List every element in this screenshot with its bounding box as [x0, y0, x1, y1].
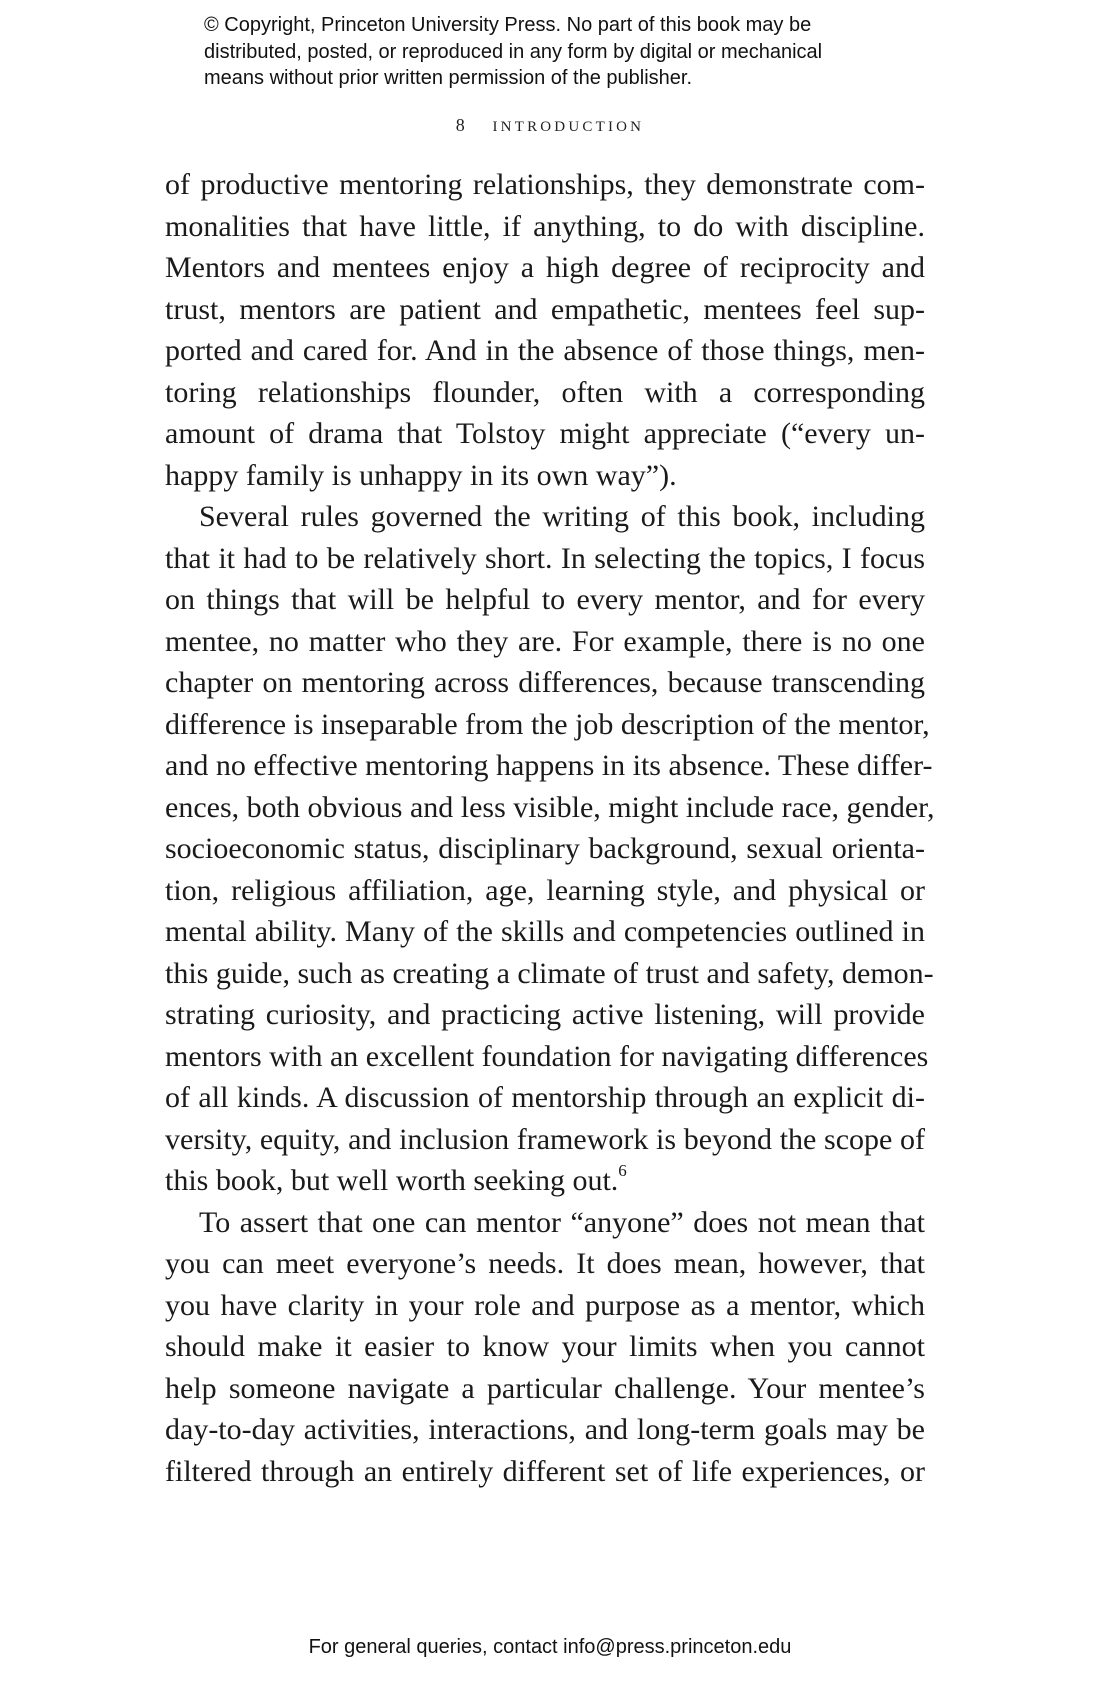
- text-line: mentors with an excellent foundation for navigating differences: [165, 1039, 929, 1073]
- text-line: socioeconomic status, disciplinary background, sexual orienta-: [165, 832, 925, 865]
- copyright-notice: [204, 12, 924, 92]
- text-line: mentee, no matter who they are. For example, there is no one: [165, 624, 925, 658]
- text-line: help someone navigate a particular challenge. Your mentee’s: [165, 1371, 925, 1405]
- copyright-line: means without prior written permission of the publisher.: [204, 67, 693, 89]
- text-line: ported and cared for. And in the absence of those things, men-: [165, 334, 925, 367]
- running-head: [0, 112, 1100, 137]
- body-text: [165, 164, 935, 1492]
- text-line: chapter on mentoring across differences, because transcending: [165, 666, 925, 699]
- text-line: difference is inseparable from the job description of the mentor,: [165, 707, 930, 741]
- text-line: day-to-day activities, interactions, and long-term goals may be: [165, 1413, 925, 1446]
- text-line: versity, equity, and inclusion framework is beyond the scope of: [165, 1122, 925, 1156]
- text-line: toring relationships flounder, often with a corresponding: [165, 375, 925, 409]
- text-line: monalities that have little, if anything, to do with discipline.: [165, 209, 925, 243]
- copyright-line: distributed, posted, or reproduced in any form by digital or mechanical: [204, 40, 823, 63]
- text-line: Several rules governed the writing of this book, including: [199, 500, 925, 533]
- text-line: you have clarity in your role and purpose as a mentor, which: [165, 1288, 925, 1322]
- text-line: and no effective mentoring happens in its absence. These differ-: [165, 749, 933, 782]
- footnote-marker[interactable]: 6: [618, 1161, 627, 1180]
- footer-contact: For general queries, contact info@press.princeton.edu: [308, 1636, 792, 1658]
- text-line: trust, mentors are patient and empathetic, mentees feel sup-: [165, 292, 925, 326]
- text-line: amount of drama that Tolstoy might appreciate (“every un-: [165, 417, 925, 450]
- text-line: Mentors and mentees enjoy a high degree of reciprocity and: [165, 251, 925, 284]
- text-line: mental ability. Many of the skills and competencies outlined in: [165, 915, 925, 948]
- text-line: should make it easier to know your limits when you cannot: [165, 1330, 925, 1363]
- text-line: strating curiosity, and practicing active listening, will provide: [165, 998, 925, 1031]
- text-line: of all kinds. A discussion of mentorship through an explicit di-: [165, 1081, 925, 1114]
- text-line: this book, but well worth seeking out.: [165, 1164, 619, 1197]
- text-line: on things that will be helpful to every mentor, and for every: [165, 583, 925, 616]
- text-line: that it had to be relatively short. In selecting the topics, I focus: [165, 541, 925, 575]
- text-line: this guide, such as creating a climate of trust and safety, demon-: [165, 956, 934, 990]
- text-line: of productive mentoring relationships, they demonstrate com-: [165, 168, 925, 201]
- text-line: To assert that one can mentor “anyone” does not mean that: [199, 1205, 925, 1239]
- section-title: introduction: [492, 112, 645, 136]
- text-line: filtered through an entirely different set of life experiences, or: [165, 1454, 925, 1488]
- copyright-line: © Copyright, Princeton University Press. No part of this book may be: [204, 14, 812, 36]
- text-line: happy family is unhappy in its own way”).: [165, 458, 677, 492]
- page-number: 8: [455, 115, 465, 135]
- text-line: you can meet everyone’s needs. It does mean, however, that: [165, 1247, 925, 1280]
- text-line: tion, religious affiliation, age, learning style, and physical or: [165, 873, 925, 907]
- text-line: ences, both obvious and less visible, might include race, gender,: [165, 790, 935, 824]
- text-line-with-footnote: [165, 1160, 925, 1202]
